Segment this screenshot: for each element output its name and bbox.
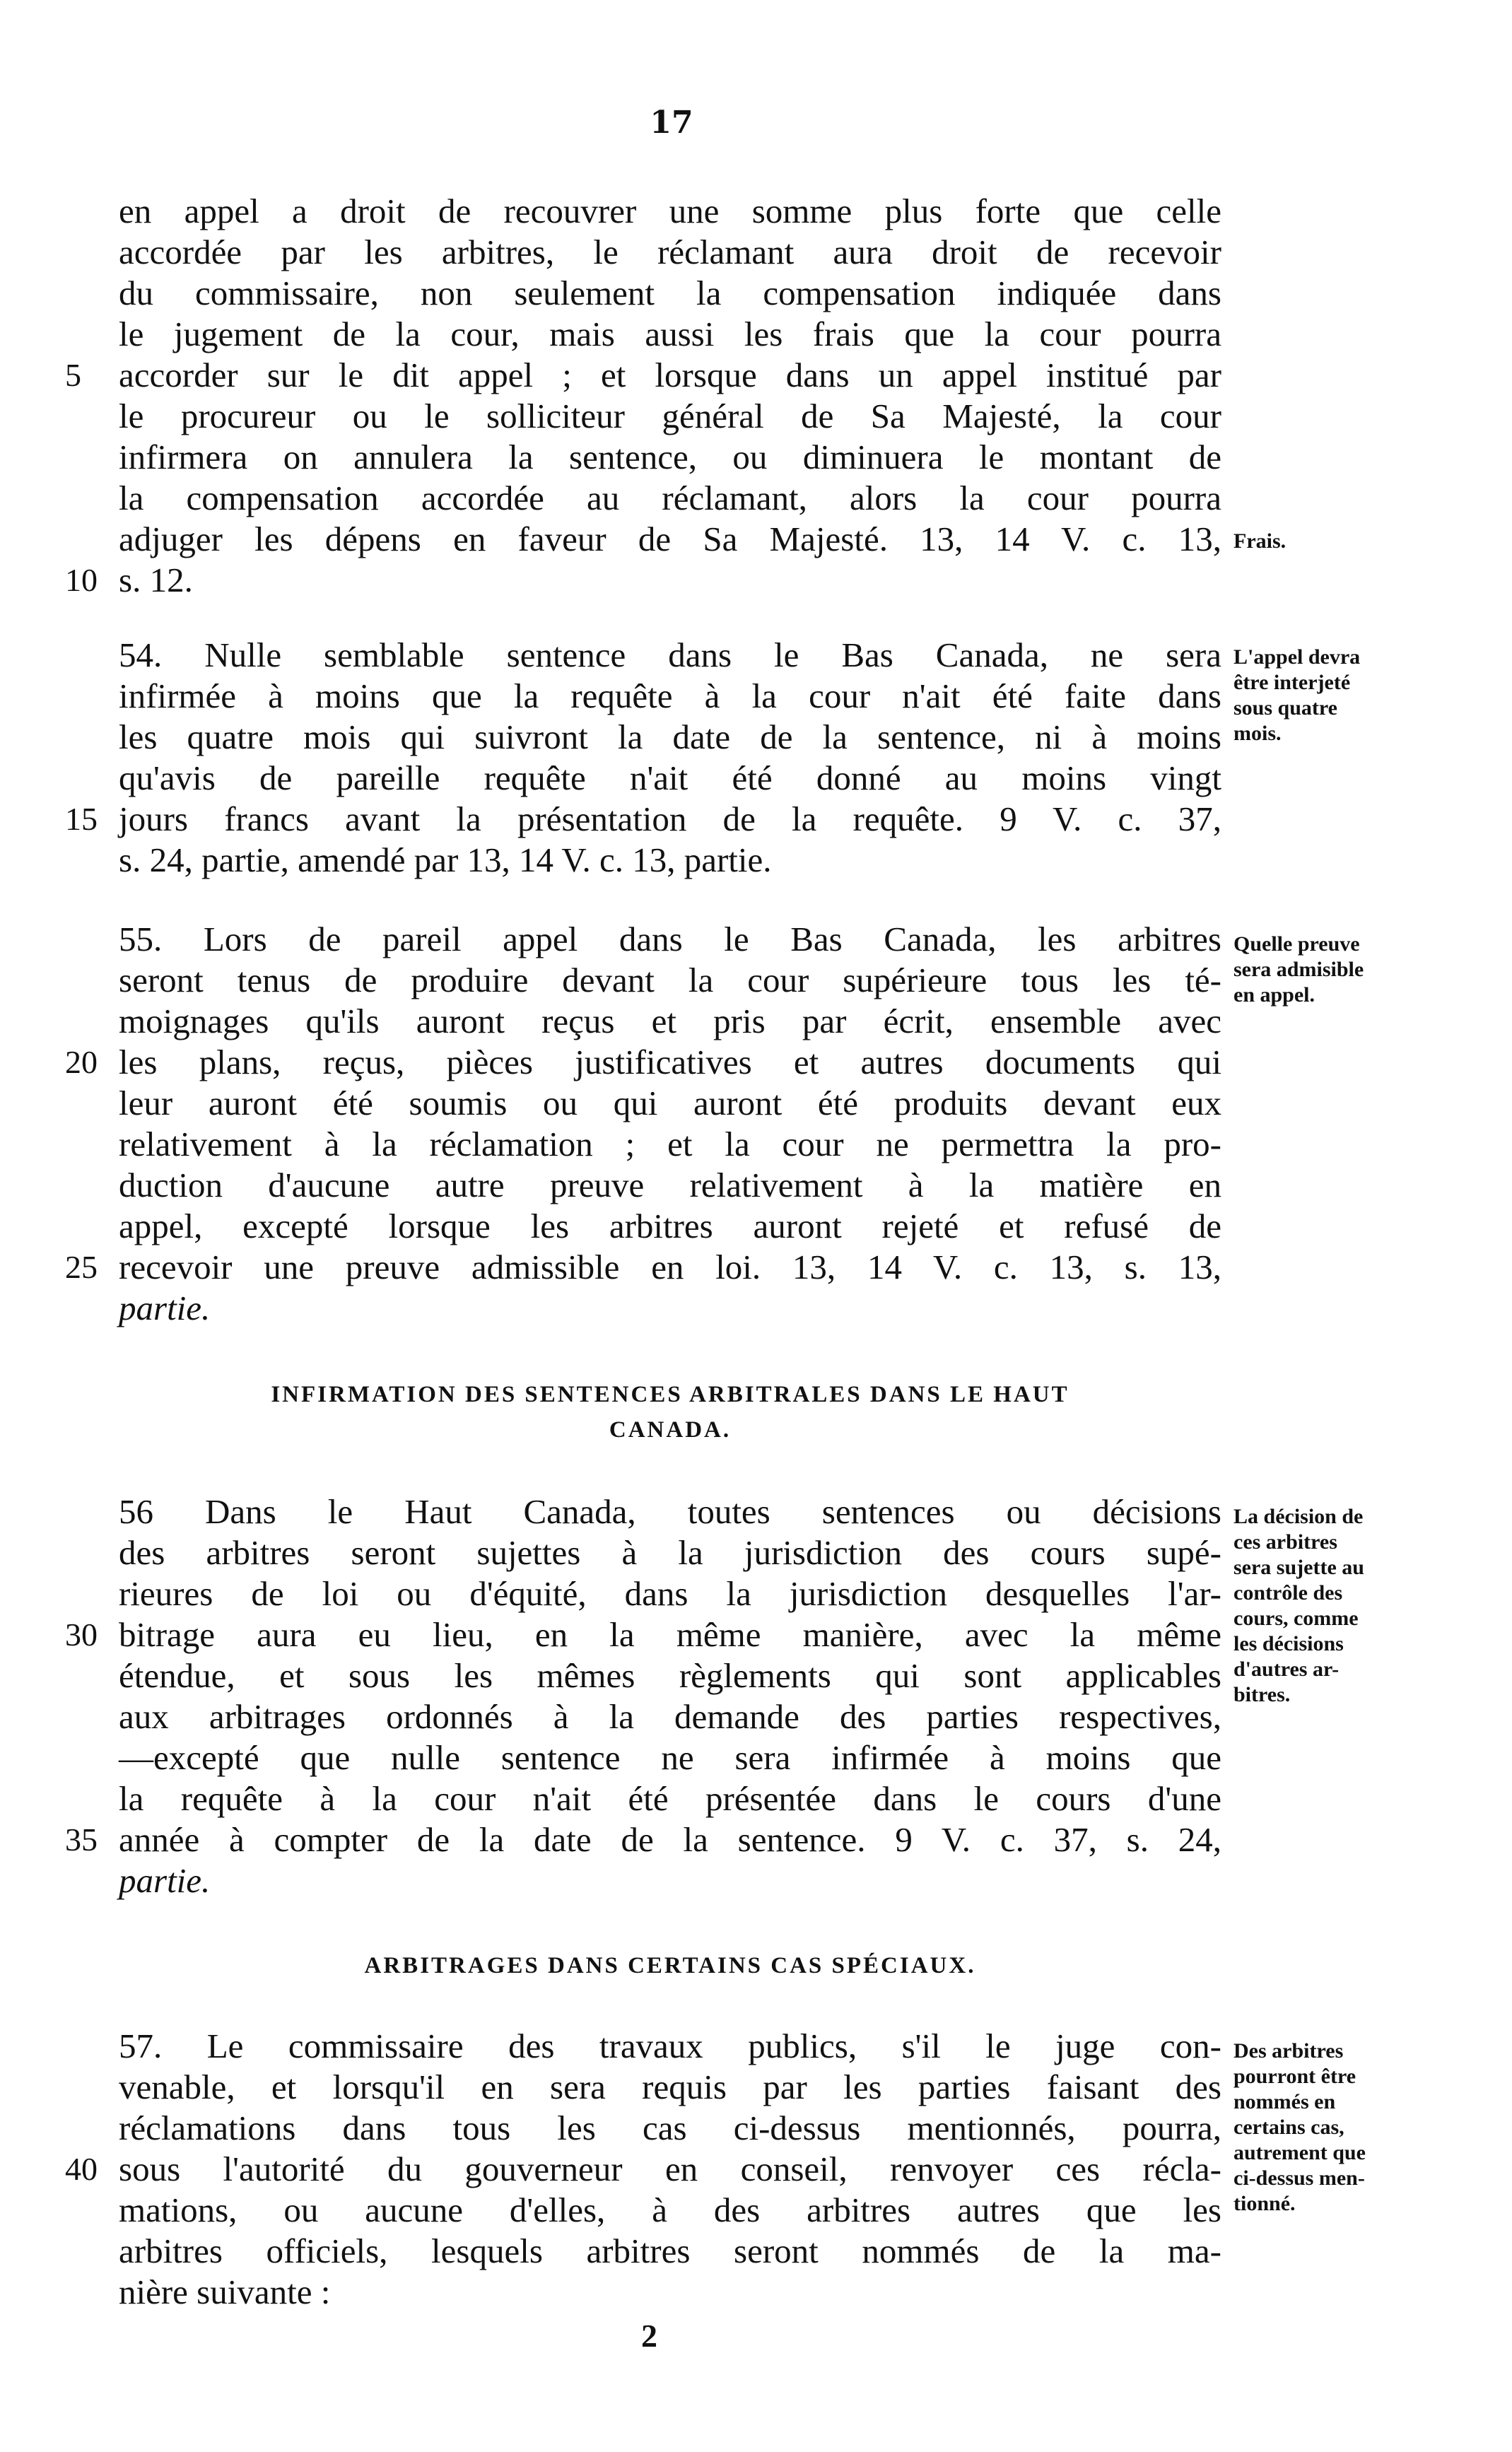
- text-line: réclamations dans tous les cas ci-dessus mentionnés, pourra,: [119, 2108, 1221, 2147]
- text-line: venable, et lorsqu'il en sera requis par les parties faisant des: [119, 2067, 1221, 2106]
- section-heading: ARBITRAGES DANS CERTAINS CAS SPÉCIAUX.: [364, 1953, 976, 1978]
- text-line: accorder sur le dit appel ; et lorsque dans un appel institué par: [119, 356, 1221, 394]
- line-number: 25: [65, 1249, 98, 1285]
- margin-note-frais: Frais.: [1233, 529, 1287, 553]
- signature-mark: 2: [641, 2318, 657, 2354]
- section-56-line: 56 Dans le Haut Canada, toutes sentences ou décisions: [119, 1492, 1221, 1531]
- line-number: 5: [65, 357, 81, 393]
- text-line: la requête à la cour n'ait été présentée dans le cours d'une: [119, 1779, 1221, 1818]
- line-number: 15: [65, 801, 98, 837]
- text-line: étendue, et sous les mêmes règlements qui sont applicables: [119, 1656, 1221, 1695]
- line-number: 10: [65, 562, 98, 598]
- line-number: 35: [65, 1822, 98, 1858]
- text-line: mations, ou aucune d'elles, à des arbitres autres que les: [119, 2190, 1221, 2229]
- line-number: 30: [65, 1617, 98, 1653]
- text-line: relativement à la réclamation ; et la cour ne permettra la pro-: [119, 1125, 1221, 1163]
- text-line: leur auront été soumis ou qui auront été produits devant eux: [119, 1084, 1221, 1122]
- text-line: arbitres officiels, lesquels arbitres seront nommés de la ma-: [119, 2231, 1221, 2270]
- text-line: rieures de loi ou d'équité, dans la jurisdiction desquelles l'ar-: [119, 1574, 1221, 1613]
- text-line: moignages qu'ils auront reçus et pris par écrit, ensemble avec: [119, 1002, 1221, 1040]
- text-line: infirmée à moins que la requête à la cour n'ait été faite dans: [119, 676, 1221, 715]
- text-line: seront tenus de produire devant la cour supérieure tous les té-: [119, 961, 1221, 999]
- text-line: du commissaire, non seulement la compensation indiquée dans: [119, 274, 1221, 312]
- text-line: les plans, reçus, pièces justificatives et autres documents qui: [119, 1043, 1221, 1081]
- section-54-line: 54. Nulle semblable sentence dans le Bas Canada, ne sera: [119, 635, 1221, 674]
- text-line: le jugement de la cour, mais aussi les frais que la cour pourra: [119, 315, 1221, 353]
- page-number: 17: [650, 105, 693, 141]
- margin-note-arbitres: Des arbitres pourront être nommés en certains cas, autrement que ci-dessus men- tionné.: [1233, 2039, 1366, 2215]
- text-line: infirmera on annulera la sentence, ou diminuera le montant de: [119, 438, 1221, 476]
- section-heading: CANADA.: [609, 1417, 732, 1443]
- text-line: qu'avis de pareille requête n'ait été donné au moins vingt: [119, 758, 1221, 797]
- section-55-line: 55. Lors de pareil appel dans le Bas Canada, les arbitres: [119, 920, 1221, 958]
- text-line: accordée par les arbitres, le réclamant aura droit de recevoir: [119, 233, 1221, 271]
- text-line: les quatre mois qui suivront la date de la sentence, ni à moins: [119, 717, 1221, 756]
- text-line: appel, excepté lorsque les arbitres auront rejeté et refusé de: [119, 1207, 1221, 1245]
- text-line: aux arbitrages ordonnés à la demande des parties respectives,: [119, 1697, 1221, 1736]
- line-number: 20: [65, 1044, 98, 1080]
- text-line: jours francs avant la présentation de la requête. 9 V. c. 37,: [119, 799, 1221, 838]
- text-line: s. 24, partie, amendé par 13, 14 V. c. 13, partie.: [119, 840, 772, 879]
- text-line: année à compter de la date de la sentence. 9 V. c. 37, s. 24,: [119, 1820, 1221, 1859]
- text-line: en appel a droit de recouvrer une somme plus forte que celle: [119, 192, 1221, 230]
- text-line: duction d'aucune autre preuve relativement à la matière en: [119, 1166, 1221, 1204]
- section-heading: INFIRMATION DES SENTENCES ARBITRALES DANS LE HAUT: [271, 1382, 1069, 1407]
- text-line: —excepté que nulle sentence ne sera infirmée à moins que: [119, 1738, 1221, 1777]
- text-line: partie.: [119, 1861, 211, 1900]
- text-line: adjuger les dépens en faveur de Sa Majesté. 13, 14 V. c. 13,: [119, 520, 1221, 558]
- text-line: bitrage aura eu lieu, en la même manière, avec la même: [119, 1615, 1221, 1654]
- text-line: partie.: [119, 1289, 211, 1327]
- text-line: le procureur ou le solliciteur général de Sa Majesté, la cour: [119, 397, 1221, 435]
- text-line: sous l'autorité du gouverneur en conseil, renvoyer ces récla-: [119, 2149, 1221, 2188]
- margin-note-decision: La décision de ces arbitres sera sujette au contrôle des cours, comme les décisions d'autres ar- bitres.: [1233, 1505, 1364, 1706]
- text-line: nière suivante :: [119, 2272, 331, 2311]
- text-line: des arbitres seront sujettes à la jurisdiction des cours supé-: [119, 1533, 1221, 1572]
- margin-note-preuve: Quelle preuve sera admisible en appel.: [1233, 932, 1364, 1007]
- text-line: s. 12.: [119, 561, 193, 599]
- text-line: la compensation accordée au réclamant, alors la cour pourra: [119, 479, 1221, 517]
- line-number: 40: [65, 2151, 98, 2187]
- section-57-line: 57. Le commissaire des travaux publics, s'il le juge con-: [119, 2026, 1221, 2065]
- text-line: recevoir une preuve admissible en loi. 13, 14 V. c. 13, s. 13,: [119, 1248, 1221, 1286]
- margin-note-appel: L'appel devra être interjeté sous quatre mois.: [1233, 645, 1361, 745]
